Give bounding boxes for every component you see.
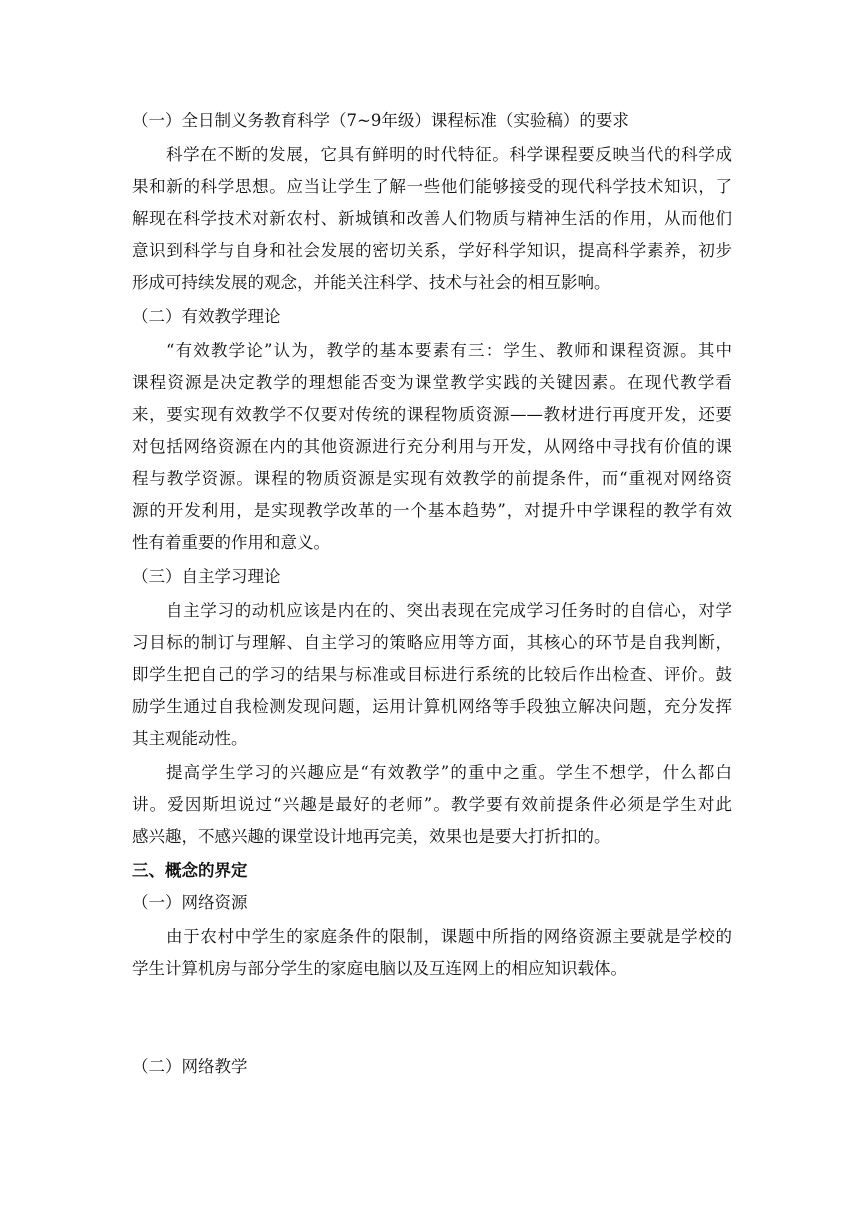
- paragraph-line: 课程资源是决定教学的理想能否变为课堂教学实践的关键因素。在现代教学看: [132, 373, 732, 392]
- paragraph-line: “有效教学论”认为，教学的基本要素有三：学生、教师和课程资源。其中: [166, 341, 732, 360]
- paragraph-line: 源的开发利用，是实现教学改革的一个基本趋势”，对提升中学课程的教学有效: [132, 501, 732, 520]
- paragraph-line: 来，要实现有效教学不仅要对传统的课程物质资源——教材进行再度开发，还要: [132, 405, 732, 424]
- section-heading-network-teaching: （二）网络教学: [132, 1057, 248, 1076]
- paragraph-line: 果和新的科学思想。应当让学生了解一些他们能够接受的现代科学技术知识，了: [132, 177, 732, 196]
- part-heading-definitions: 三、概念的界定: [132, 861, 248, 880]
- paragraph-line: 解现在科学技术对新农村、新城镇和改善人们物质与精神生活的作用，从而他们: [132, 209, 732, 228]
- paragraph-line: 其主观能动性。: [132, 729, 248, 748]
- section-heading-network-resources: （一）网络资源: [132, 893, 248, 912]
- paragraph-line: 自主学习的动机应该是内在的、突出表现在完成学习任务时的自信心，对学: [166, 601, 732, 620]
- paragraph-line: 提高学生学习的兴趣应是“有效教学”的重中之重。学生不想学，什么都白: [166, 763, 732, 782]
- section-heading-autonomous-learning: （三）自主学习理论: [132, 567, 281, 586]
- paragraph-line: 励学生通过自我检测发现问题，运用计算机网络等手段独立解决问题，充分发挥: [132, 697, 732, 716]
- paragraph-line: 学生计算机房与部分学生的家庭电脑以及互连网上的相应知识载体。: [132, 959, 627, 978]
- section-heading-effective-teaching: （二）有效教学理论: [132, 307, 281, 326]
- paragraph-line: 讲。爱因斯坦说过“兴趣是最好的老师”。教学要有效前提条件必须是学生对此: [132, 795, 732, 814]
- paragraph-line: 性有着重要的作用和意义。: [132, 533, 330, 552]
- paragraph-line: 形成可持续发展的观念，并能关注科学、技术与社会的相互影响。: [132, 273, 611, 292]
- paragraph-line: 意识到科学与自身和社会发展的密切关系，学好科学知识，提高科学素养，初步: [132, 241, 732, 260]
- paragraph-line: 即学生把自己的学习的结果与标准或目标进行系统的比较后作出检查、评价。鼓: [132, 665, 732, 684]
- paragraph-line: 感兴趣，不感兴趣的课堂设计地再完美，效果也是要大打折扣的。: [132, 827, 611, 846]
- paragraph-line: 程与教学资源。课程的物质资源是实现有效教学的前提条件，而“重视对网络资: [132, 469, 732, 488]
- paragraph-line: 习目标的制订与理解、自主学习的策略应用等方面，其核心的环节是自我判断，: [132, 633, 732, 652]
- paragraph-line: 科学在不断的发展，它具有鲜明的时代特征。科学课程要反映当代的科学成: [166, 145, 732, 164]
- paragraph-line: 由于农村中学生的家庭条件的限制，课题中所指的网络资源主要就是学校的: [166, 927, 732, 946]
- section-heading-curriculum-standard: （一）全日制义务教育科学（7~9年级）课程标准（实验稿）的要求: [132, 111, 629, 130]
- paragraph-line: 对包括网络资源在内的其他资源进行充分利用与开发，从网络中寻找有价值的课: [132, 437, 732, 456]
